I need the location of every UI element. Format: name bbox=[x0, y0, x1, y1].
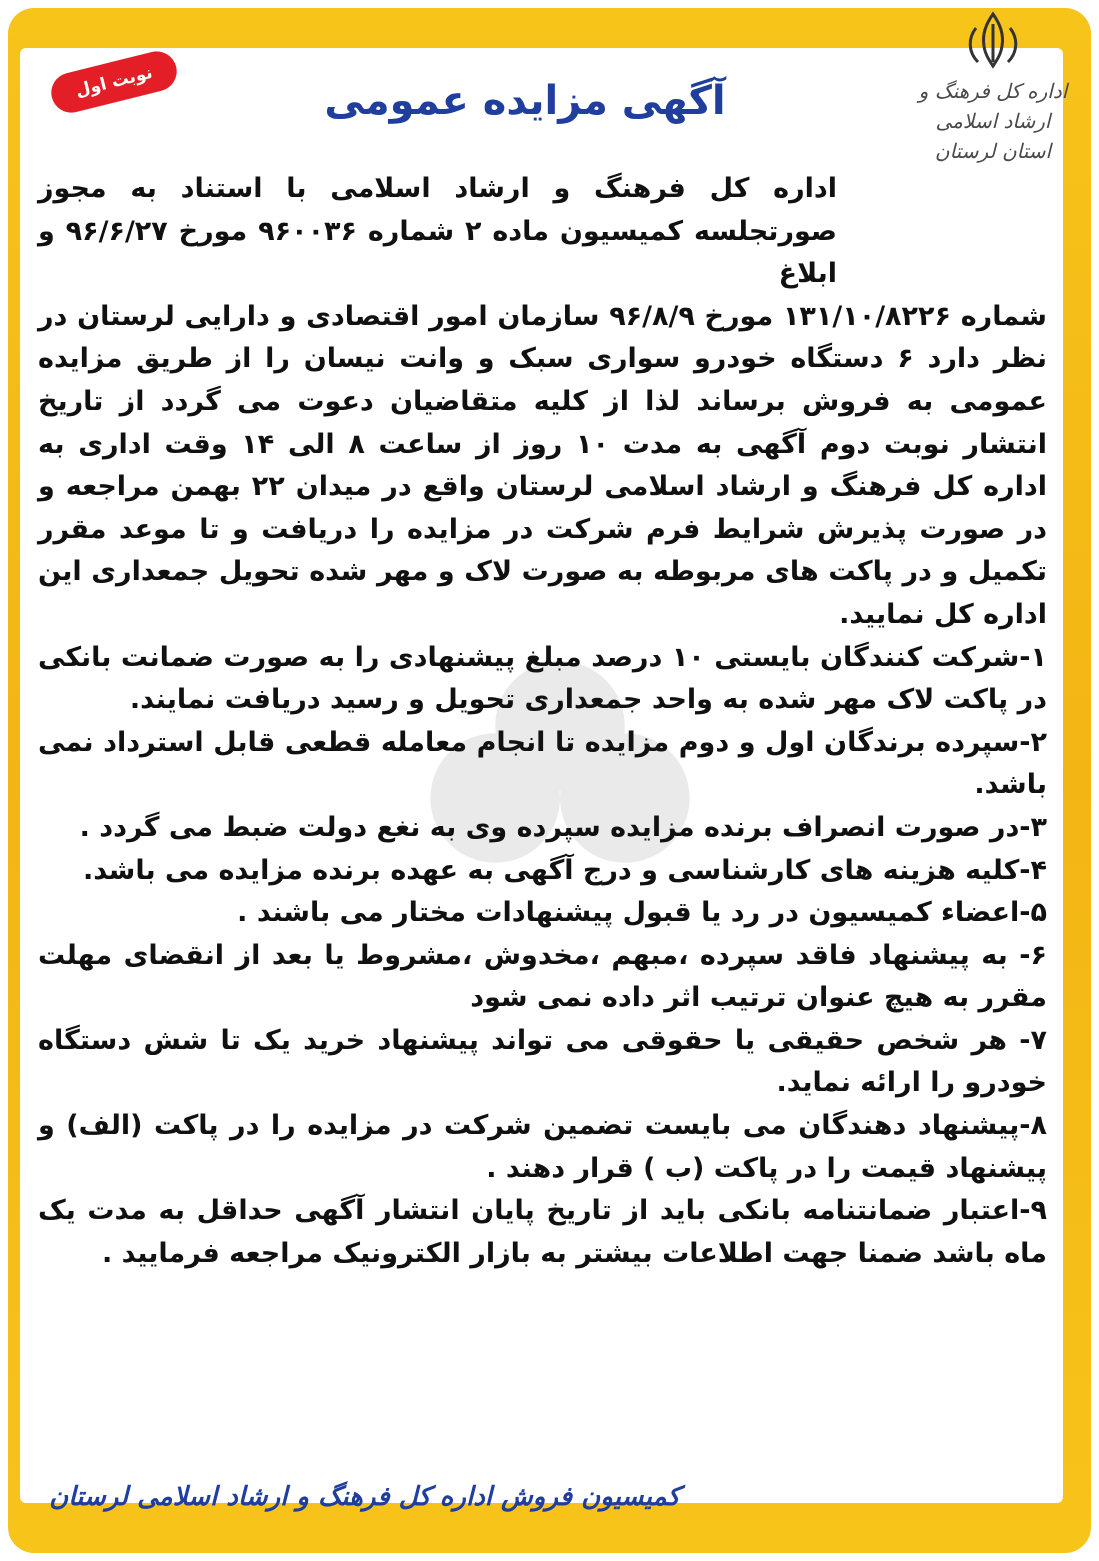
round-badge: نوبت اول bbox=[47, 47, 181, 117]
condition-item-9: ۹-اعتبار ضمانتنامه بانکی باید از تاریخ پایان انتشار آگهی حداقل به مدت یک ماه باشد ضمنا جهت اطلاعات بیشتر به بازار الکترونیک مراجعه فرمایید . bbox=[38, 1195, 1047, 1269]
intro-lead: اداره کل فرهنگ و ارشاد اسلامی با استناد به مجوز صورتجلسه کمیسیون ماده ۲ شماره ۹۶۰۰۳۶ مورخ ۹۶/۶/۲۷ و ابلاغ bbox=[38, 173, 838, 290]
condition-item-6: ۶- به پیشنهاد فاقد سپرده ،مبهم ،مخدوش ،مشروط یا بعد از انقضای مهلت مقرر به هیچ عنوان ترتیب اثر داده نمی شود bbox=[38, 939, 1047, 1014]
intro-rest: شماره ۱۳۱/۱۰/۸۲۲۶ مورخ ۹۶/۸/۹ سازمان امور اقتصادی و دارایی لرستان در نظر دارد ۶ دستگاه خودرو سواری سبک و وانت نیسان را از طریق مزایده عمومی به فروش برساند لذا از کلیه متقاضیان دعوت می گردد از تاریخ انتشار نوبت دوم آگهی به مدت ۱۰ روز از ساعت ۸ الی ۱۴ وقت اداری به اداره کل فرهنگ و ارشاد اسلامی لرستان واقع در میدان ۲۲ بهمن مراجعه و در صورت پذیرش شرایط فرم شرکت در مزایده را دریافت و تا موعد مقرر تکمیل و در پاکت های مربوطه به صورت لاک و مهر شده تحویل جمعداری این اداره کل نمایید. bbox=[38, 300, 1048, 630]
condition-item-1: ۱-شرکت کنندگان بایستی ۱۰ درصد مبلغ پیشنهادی را به صورت ضمانت بانکی در پاکت لاک مهر شده به واحد جمعداری تحویل و رسید دریافت نمایند. bbox=[38, 641, 1047, 716]
condition-item-8: ۸-پیشنهاد دهندگان می بایست تضمین شرکت در مزایده را در پاکت (الف) و پیشنهاد قیمت را در پاکت (ب ) قرار دهند . bbox=[38, 1110, 1047, 1184]
page-title: آگهی مزایده عمومی bbox=[324, 78, 726, 124]
logo-org-name: اداره کل فرهنگ و ارشاد اسلامی bbox=[918, 79, 1068, 133]
condition-item-4: ۴-کلیه هزینه های کارشناسی و درج آگهی به عهده برنده مزایده می باشد. bbox=[82, 854, 1047, 886]
intro-paragraph bbox=[38, 168, 1047, 637]
logo-province: استان لرستان bbox=[934, 139, 1052, 163]
emblem-icon bbox=[958, 10, 1028, 72]
condition-item-3: ۳-در صورت انصراف برنده مزایده سپرده وی به نغع دولت ضبط می گردد . bbox=[79, 811, 1047, 843]
ad-body bbox=[38, 168, 1047, 1275]
condition-item-7: ۷- هر شخص حقیقی یا حقوقی می تواند پیشنهاد خرید یک تا شش دستگاه خودرو را ارائه نماید. bbox=[38, 1024, 1047, 1099]
condition-item-5: ۵-اعضاء کمیسیون در رد یا قبول پیشنهادات مختار می باشند . bbox=[237, 897, 1047, 929]
footer-signature: کمیسیون فروش اداره کل فرهنگ و ارشاد اسلامی لرستان bbox=[49, 1482, 680, 1512]
condition-item-2: ۲-سپرده برندگان اول و دوم مزایده تا انجام معامله قطعی قابل استرداد نمی باشد. bbox=[38, 726, 1047, 801]
